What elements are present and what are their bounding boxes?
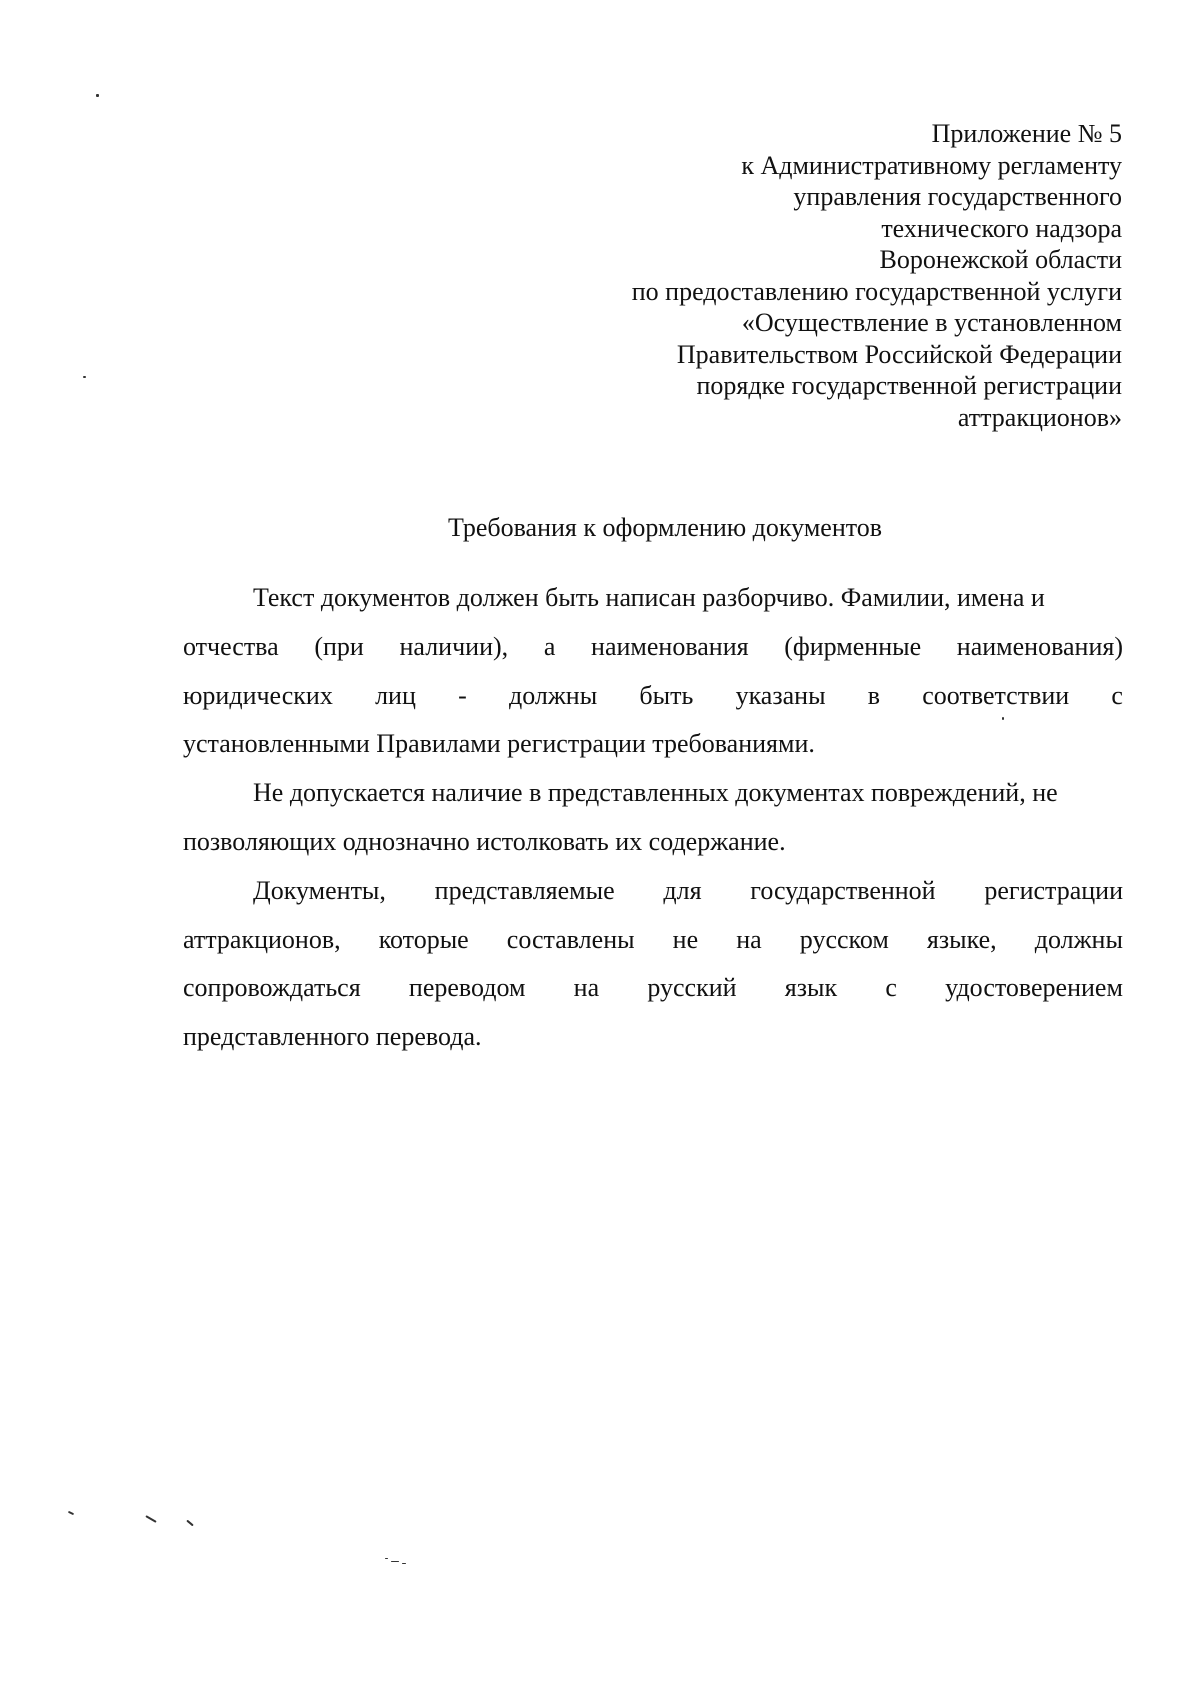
scan-speck bbox=[402, 1563, 406, 1564]
word: указаны bbox=[735, 680, 826, 710]
word: переводом bbox=[408, 973, 526, 1003]
word: которые bbox=[378, 924, 469, 954]
paragraph-line: Не допускается наличие в представленных документах повреждений, не bbox=[253, 778, 1058, 808]
word: наличии), bbox=[399, 631, 509, 661]
appendix-line: порядке государственной регистрации bbox=[696, 371, 1122, 400]
word: лиц bbox=[375, 680, 416, 710]
word: наименования bbox=[591, 631, 749, 661]
scan-speck bbox=[145, 1515, 156, 1523]
word: удостоверением bbox=[945, 973, 1123, 1003]
paragraph-line bbox=[183, 964, 1123, 1013]
word: должны bbox=[508, 680, 598, 710]
word: для bbox=[663, 875, 702, 905]
word: русский bbox=[647, 973, 737, 1003]
appendix-line: Правительством Российской Федерации bbox=[676, 339, 1122, 369]
word: быть bbox=[639, 680, 694, 710]
document-title: Требования к оформлению документов bbox=[447, 513, 883, 542]
scan-speck bbox=[391, 1561, 399, 1562]
paragraph-line: представленного перевода. bbox=[183, 1022, 482, 1052]
word: (фирменные bbox=[784, 631, 922, 661]
word: - bbox=[458, 680, 467, 710]
appendix-line: «Осуществление в установленном bbox=[741, 308, 1122, 337]
word: регистрации bbox=[984, 875, 1123, 905]
word: Документы, bbox=[253, 875, 386, 905]
paragraph-handwriting-requirements bbox=[183, 574, 1123, 769]
scan-speck bbox=[96, 94, 99, 97]
scan-speck bbox=[186, 1520, 193, 1527]
scan-speck bbox=[83, 376, 86, 378]
appendix-line: аттракционов» bbox=[957, 402, 1122, 432]
paragraph-damage-prohibition bbox=[183, 769, 1123, 867]
word: представляемые bbox=[434, 875, 615, 905]
appendix-line: технического надзора bbox=[881, 213, 1122, 243]
appendix-line: по предоставлению государственной услуги bbox=[631, 276, 1122, 306]
paragraph-translation-requirement bbox=[183, 867, 1123, 1062]
appendix-line: управления государственного bbox=[793, 182, 1122, 211]
word: сопровождаться bbox=[183, 973, 361, 1003]
word: языке, bbox=[926, 924, 997, 954]
paragraph-line: установленными Правилами регистрации требованиями. bbox=[183, 729, 815, 759]
word: в bbox=[867, 680, 881, 710]
appendix-line: Воронежской области bbox=[879, 245, 1122, 274]
scan-speck bbox=[1002, 717, 1004, 720]
word: язык bbox=[784, 973, 838, 1003]
word: русском bbox=[799, 924, 889, 954]
word: должны bbox=[1034, 924, 1123, 954]
word: (при bbox=[314, 631, 364, 661]
paragraph-line bbox=[183, 916, 1123, 965]
word: а bbox=[543, 631, 556, 661]
appendix-line: Приложение № 5 bbox=[931, 119, 1122, 148]
word: наименования) bbox=[956, 631, 1123, 661]
word: соответствии bbox=[922, 680, 1070, 710]
word: на bbox=[573, 973, 600, 1003]
paragraph-line bbox=[183, 672, 1123, 721]
appendix-header bbox=[402, 118, 1122, 433]
paragraph-line: позволяющих однозначно истолковать их содержание. bbox=[183, 826, 786, 856]
word: составлены bbox=[506, 924, 635, 954]
paragraph-line bbox=[183, 867, 1123, 916]
appendix-line: к Административному регламенту bbox=[741, 150, 1122, 180]
word: юридических bbox=[183, 680, 333, 710]
word: на bbox=[736, 924, 762, 954]
paragraph-line: Текст документов должен быть написан разборчиво. Фамилии, имена и bbox=[253, 583, 1045, 612]
word: отчества bbox=[183, 631, 279, 661]
word: с bbox=[885, 973, 897, 1003]
word: с bbox=[1111, 680, 1123, 710]
document-body bbox=[183, 574, 1123, 1062]
word: аттракционов, bbox=[183, 924, 341, 954]
paragraph-line bbox=[183, 623, 1123, 672]
word: государственной bbox=[750, 875, 936, 905]
scan-speck bbox=[68, 1511, 74, 1515]
word: не bbox=[672, 924, 699, 954]
scan-speck bbox=[385, 1558, 388, 1559]
